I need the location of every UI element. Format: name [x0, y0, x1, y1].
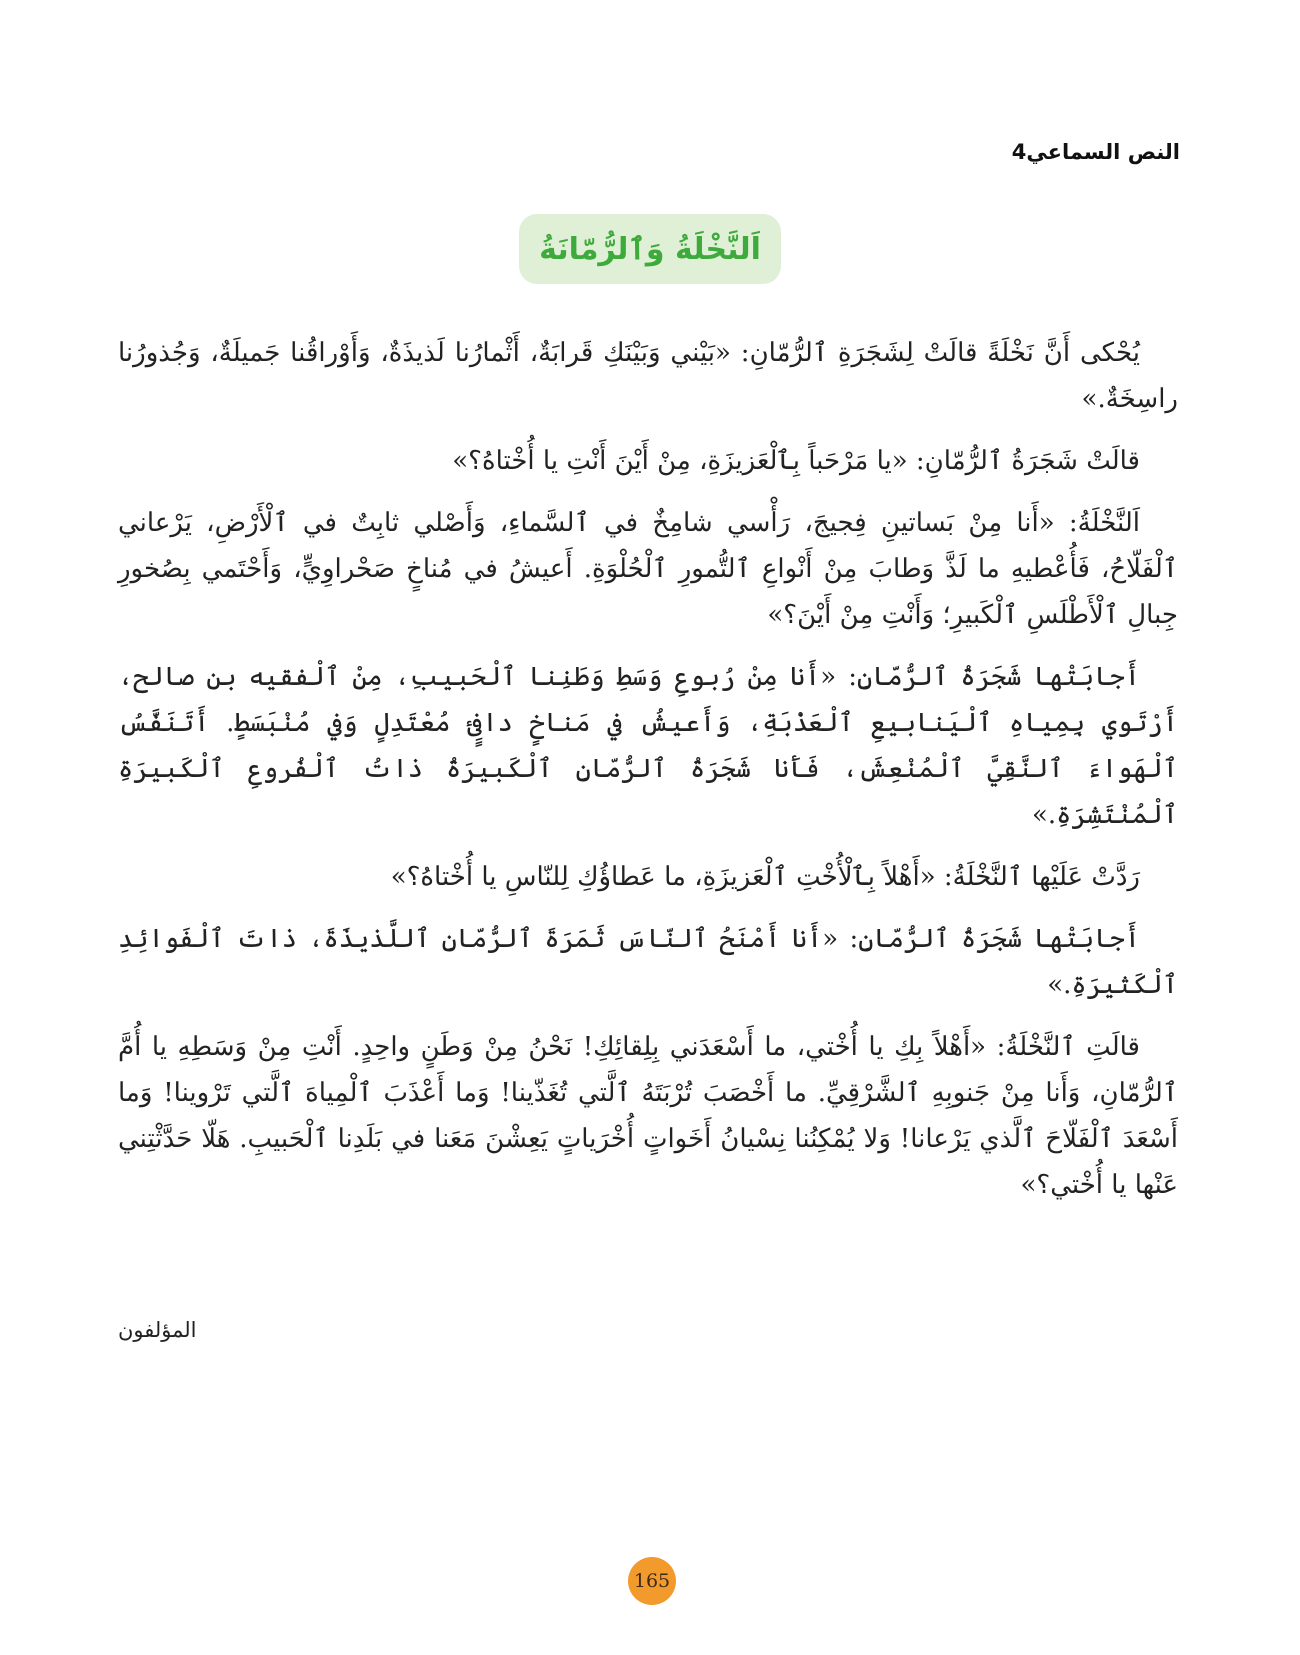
paragraph: أَجابَتْها شَجَرَةُ ٱلرُّمّانِ: «أَنا مِنْ رُبوعِ وَسَطِ وَطَنِنا ٱلْحَبيبِ، مِنْ ٱلْفقيه بن صالح، أَرْتَوي بِمِياهِ ٱلْيَنابيعِ ٱلْعَذْبَةِ، وَأَعيشُ في مَناخٍ دافِئٍ مُعْتَدِلٍ وَفي مُنْبَسَطٍ. أَتَنَفَّسُ ٱلْهَواءَ ٱلنَّقِيَّ ٱلْمُنْعِشَ، فَأَنا شَجَرَةُ ٱلرُّمّانِ ٱلْكَبيرَةُ ذاتُ ٱلْفُروعِ ٱلْكَبيرَةِ ٱلْمُنْتَشِرَةِ.»	[118, 662, 1178, 830]
title-banner	[519, 214, 781, 284]
paragraph: اَلنَّخْلَةُ: «أَنا مِنْ بَساتينِ فِجيجَ، رَأْسي شامِخٌ في ٱلسَّماءِ، وَأَصْلي ثابِتٌ في ٱلْأَرْضِ، يَرْعاني ٱلْفَلّاحُ، فَأُعْطيهِ ما لَذَّ وَطابَ مِنْ أَنْواعِ ٱلتُّمورِ ٱلْحُلْوَةِ. أَعيشُ في مُناخٍ صَحْراوِيٍّ، وَأَحْتَمي بِصُخورِ جِبالِ ٱلْأَطْلَسِ ٱلْكَبيرِ؛ وَأَنْتِ مِنْ أَيْنَ؟»	[118, 508, 1178, 630]
paragraph: رَدَّتْ عَلَيْها ٱلنَّخْلَةُ: «أَهْلاً بِٱلْأُخْتِ ٱلْعَزيزَةِ، ما عَطاؤُكِ لِلنّاسِ يا أُخْتاهُ؟»	[390, 862, 1140, 892]
page-number-badge	[628, 1557, 676, 1605]
paragraph: قالَتْ شَجَرَةُ ٱلرُّمّانِ: «يا مَرْحَباً بِٱلْعَزيزَةِ، مِنْ أَيْنَ أَنْتِ يا أُخْتاهُ؟»	[452, 446, 1140, 476]
story-body	[118, 330, 1178, 1224]
page-number: 165	[633, 1570, 671, 1592]
paragraph: أَجابَتْها شَجَرَةُ ٱلرُّمّانِ: «أَنا أَمْنَحُ ٱلنّاسَ ثَمَرَةَ ٱلرُّمّانِ ٱللَّذيذَةَ، ذاتَ ٱلْفَوائِدِ ٱلْكَثيرَةِ.»	[118, 924, 1178, 1000]
paragraph: يُحْكى أَنَّ نَخْلَةً قالَتْ لِشَجَرَةِ ٱلرُّمّانِ: «بَيْني وَبَيْنَكِ قَرابَةٌ، أَثْمارُنا لَذيذَةٌ، وَأَوْراقُنا جَميلَةٌ، وَجُذورُنا راسِخَةٌ.»	[118, 338, 1178, 414]
section-label: النص السماعي4	[1011, 140, 1180, 164]
author-credit: المؤلفون	[118, 1318, 197, 1342]
paragraph: قالَتِ ٱلنَّخْلَةُ: «أَهْلاً بِكِ يا أُخْتي، ما أَسْعَدَني بِلِقائِكِ! نَحْنُ مِنْ وَطَنٍ واحِدٍ. أَنْتِ مِنْ وَسَطِهِ يا أُمَّ ٱلرُّمّانِ، وَأَنا مِنْ جَنوبِهِ ٱلشَّرْقِيِّ. ما أَخْصَبَ تُرْبَتَهُ ٱلَّتي تُغَذّينا! وَما أَعْذَبَ ٱلْمِياهَ ٱلَّتي تَرْوينا! وَما أَسْعَدَ ٱلْفَلّاحَ ٱلَّذي يَرْعانا! وَلا يُمْكِنُنا نِسْيانُ أَخَواتٍ أُخْرَياتٍ يَعِشْنَ مَعَنا في بَلَدِنا ٱلْحَبيبِ. هَلّا حَدَّثْتِني عَنْها يا أُخْتي؟»	[118, 1032, 1178, 1200]
story-title: اَلنَّخْلَةُ وَٱلرُّمّانَةُ	[539, 231, 761, 267]
